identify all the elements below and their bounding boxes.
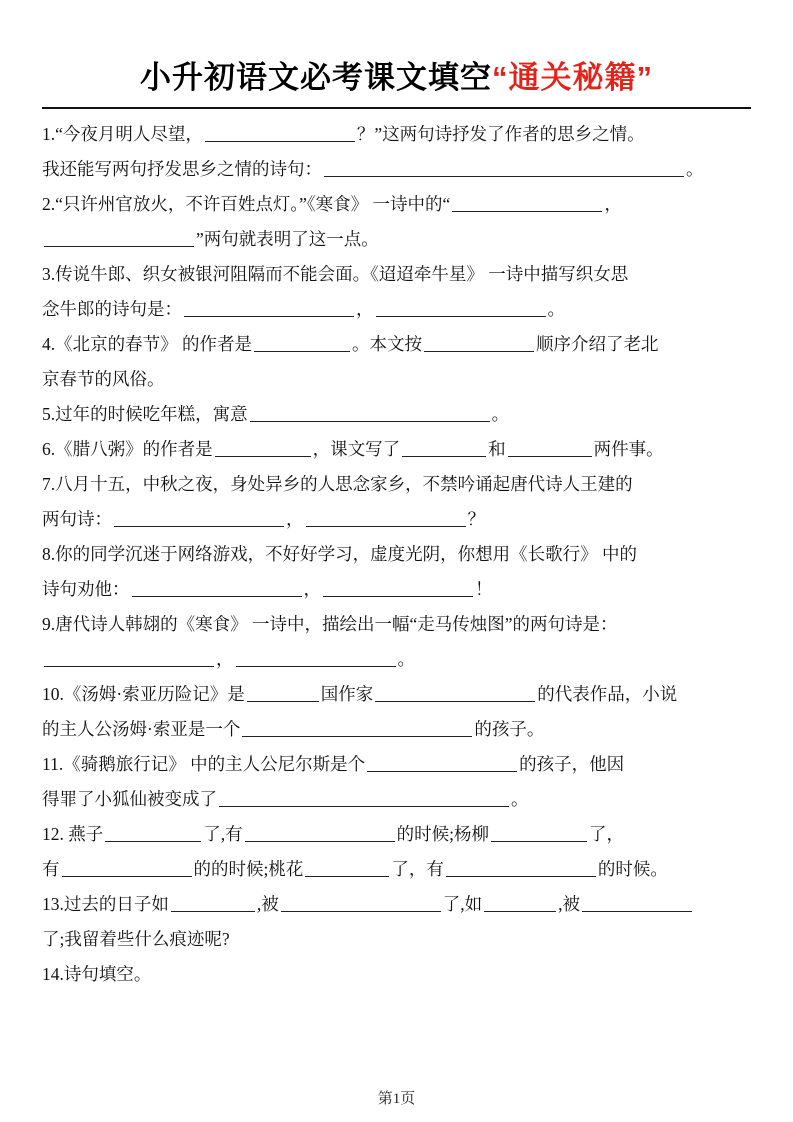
question-item [42, 607, 751, 642]
q7-text-d: ？ [467, 509, 485, 529]
blank-field[interactable] [171, 894, 255, 912]
blank-field[interactable] [446, 859, 596, 877]
questions-list [42, 117, 751, 992]
q6-text-a: 6.《腊八粥》的作者是 [42, 439, 213, 459]
q11-text-d: 。 [511, 789, 529, 809]
q6-text-c: 和 [488, 439, 506, 459]
blank-field[interactable] [105, 824, 201, 842]
q7-text-b: 两句诗： [42, 509, 112, 529]
q13-text-d: ,被 [558, 894, 580, 914]
question-item [42, 817, 751, 852]
blank-field[interactable] [205, 124, 355, 142]
blank-field[interactable] [424, 334, 534, 352]
question-item [42, 362, 751, 397]
question-item [42, 537, 751, 572]
q3-text-c: ， [356, 299, 374, 319]
q8-text-d: ！ [475, 579, 493, 599]
question-item [42, 712, 751, 747]
q11-text-c: 得罪了小狐仙被变成了 [42, 789, 217, 809]
blank-field[interactable] [62, 859, 192, 877]
question-item [42, 397, 751, 432]
title-divider [42, 107, 751, 109]
blank-field[interactable] [242, 719, 472, 737]
blank-field[interactable] [247, 684, 319, 702]
blank-field[interactable] [402, 439, 486, 457]
blank-field[interactable] [484, 894, 556, 912]
q13-text-a: 13.过去的日子如 [42, 894, 169, 914]
question-item [42, 887, 751, 922]
q2-text-c: ”两句就表明了这一点。 [196, 229, 379, 249]
q3-text-d: 。 [547, 299, 565, 319]
question-item [42, 852, 751, 887]
blank-field[interactable] [132, 579, 302, 597]
blank-field[interactable] [114, 509, 284, 527]
question-item [42, 257, 751, 292]
q12-text-h: 的时候。 [597, 859, 668, 879]
blank-field[interactable] [44, 229, 194, 247]
blank-field[interactable] [281, 894, 441, 912]
question-item [42, 467, 751, 502]
question-item [42, 187, 751, 222]
q8-text-b: 诗句劝他： [42, 579, 130, 599]
blank-field[interactable] [324, 159, 684, 177]
q4-text-b: 。本文按 [352, 334, 422, 354]
q1-text-b: ？”这两句诗抒发了作者的思乡之情。 [356, 124, 645, 144]
question-item [42, 782, 751, 817]
blank-field[interactable] [491, 824, 587, 842]
question-item [42, 957, 751, 992]
q11-text-b: 的孩子，他因 [519, 754, 625, 774]
q10-text-d: 的主人公汤姆·索亚是一个 [42, 719, 241, 739]
q4-text-c: 顺序介绍了老北 [536, 334, 659, 354]
q7-text-c: ， [286, 509, 304, 529]
question-item [42, 432, 751, 467]
q14-text-a: 14.诗句填空。 [42, 964, 152, 984]
blank-field[interactable] [375, 684, 535, 702]
question-item [42, 677, 751, 712]
question-item [42, 117, 751, 152]
question-item [42, 152, 751, 187]
blank-field[interactable] [452, 194, 602, 212]
q1-text-c: 我还能写两句抒发思乡之情的诗句： [42, 159, 322, 179]
question-item [42, 642, 751, 677]
blank-field[interactable] [250, 404, 490, 422]
page-title [42, 52, 751, 97]
q10-text-a: 10.《汤姆·索亚历险记》是 [42, 684, 245, 704]
blank-field[interactable] [508, 439, 592, 457]
page-title-accent: “通关秘籍” [492, 60, 653, 95]
q12-text-b: 了,有 [203, 824, 243, 844]
q1-text-a: 1.“今夜月明人尽望， [42, 124, 203, 144]
q6-text-b: ，课文写了 [312, 439, 401, 459]
q2-text-b: ， [604, 194, 622, 214]
q9-text-a: 9.唐代诗人韩翃的《寒食》 一诗中，描绘出一幅“走马传烛图”的两句诗是： [42, 614, 618, 634]
blank-field[interactable] [215, 439, 311, 457]
blank-field[interactable] [254, 334, 350, 352]
question-item [42, 502, 751, 537]
blank-field[interactable] [184, 299, 354, 317]
q1-text-d: 。 [686, 159, 704, 179]
q12-text-c: 的时候;杨柳 [396, 824, 489, 844]
q8-text-a: 8.你的同学沉迷于网络游戏，不好好学习，虚度光阴，你想用《长歌行》 中的 [42, 544, 637, 564]
blank-field[interactable] [323, 579, 473, 597]
q7-text-a: 7.八月十五，中秋之夜，身处异乡的人思念家乡，不禁吟诵起唐代诗人王建的 [42, 474, 633, 494]
q10-text-e: 的孩子。 [474, 719, 545, 739]
blank-field[interactable] [44, 649, 214, 667]
q10-text-b: 国作家 [320, 684, 374, 704]
blank-field[interactable] [306, 509, 466, 527]
question-item [42, 327, 751, 362]
q12-text-e: 有 [42, 859, 60, 879]
blank-field[interactable] [219, 789, 509, 807]
q5-text-a: 5.过年的时候吃年糕，寓意 [42, 404, 248, 424]
q9-text-c: 。 [397, 649, 415, 669]
q2-text-a: 2.“只许州官放火，不许百姓点灯。”《寒食》 一诗中的“ [42, 194, 451, 214]
question-item [42, 922, 751, 957]
page-footer: 第1页 [377, 1091, 416, 1107]
blank-field[interactable] [236, 649, 396, 667]
q12-text-f: 的的时候;桃花 [193, 859, 304, 879]
q13-text-e: 了;我留着些什么痕迹呢? [42, 929, 230, 949]
q12-text-a: 12. 燕子 [42, 824, 104, 844]
q3-text-b: 念牛郎的诗句是： [42, 299, 182, 319]
q12-text-g: 了，有 [391, 859, 444, 879]
blank-field[interactable] [245, 824, 395, 842]
question-item [42, 572, 751, 607]
q4-text-d: 京春节的风俗。 [42, 369, 165, 389]
q12-text-d: 了， [589, 824, 624, 844]
question-item [42, 747, 751, 782]
q11-text-a: 11.《骑鹅旅行记》 中的主人公尼尔斯是个 [42, 754, 366, 774]
q4-text-a: 4.《北京的春节》 的作者是 [42, 334, 252, 354]
q6-text-d: 两件事。 [593, 439, 664, 459]
q8-text-c: ， [303, 579, 321, 599]
q13-text-c: 了,如 [442, 894, 483, 914]
page-title-main: 小升初语文必考课文填空 [140, 60, 492, 95]
question-item [42, 222, 751, 257]
blank-field[interactable] [305, 859, 389, 877]
q10-text-c: 的代表作品，小说 [537, 684, 678, 704]
question-item [42, 292, 751, 327]
blank-field[interactable] [582, 894, 692, 912]
blank-field[interactable] [376, 299, 546, 317]
q5-text-b: 。 [491, 404, 510, 424]
blank-field[interactable] [367, 754, 517, 772]
q3-text-a: 3.传说牛郎、织女被银河阻隔而不能会面。《迢迢牵牛星》 一诗中描写织女思 [42, 264, 629, 284]
q9-text-b: ， [216, 649, 234, 669]
q13-text-b: ,被 [256, 894, 279, 914]
